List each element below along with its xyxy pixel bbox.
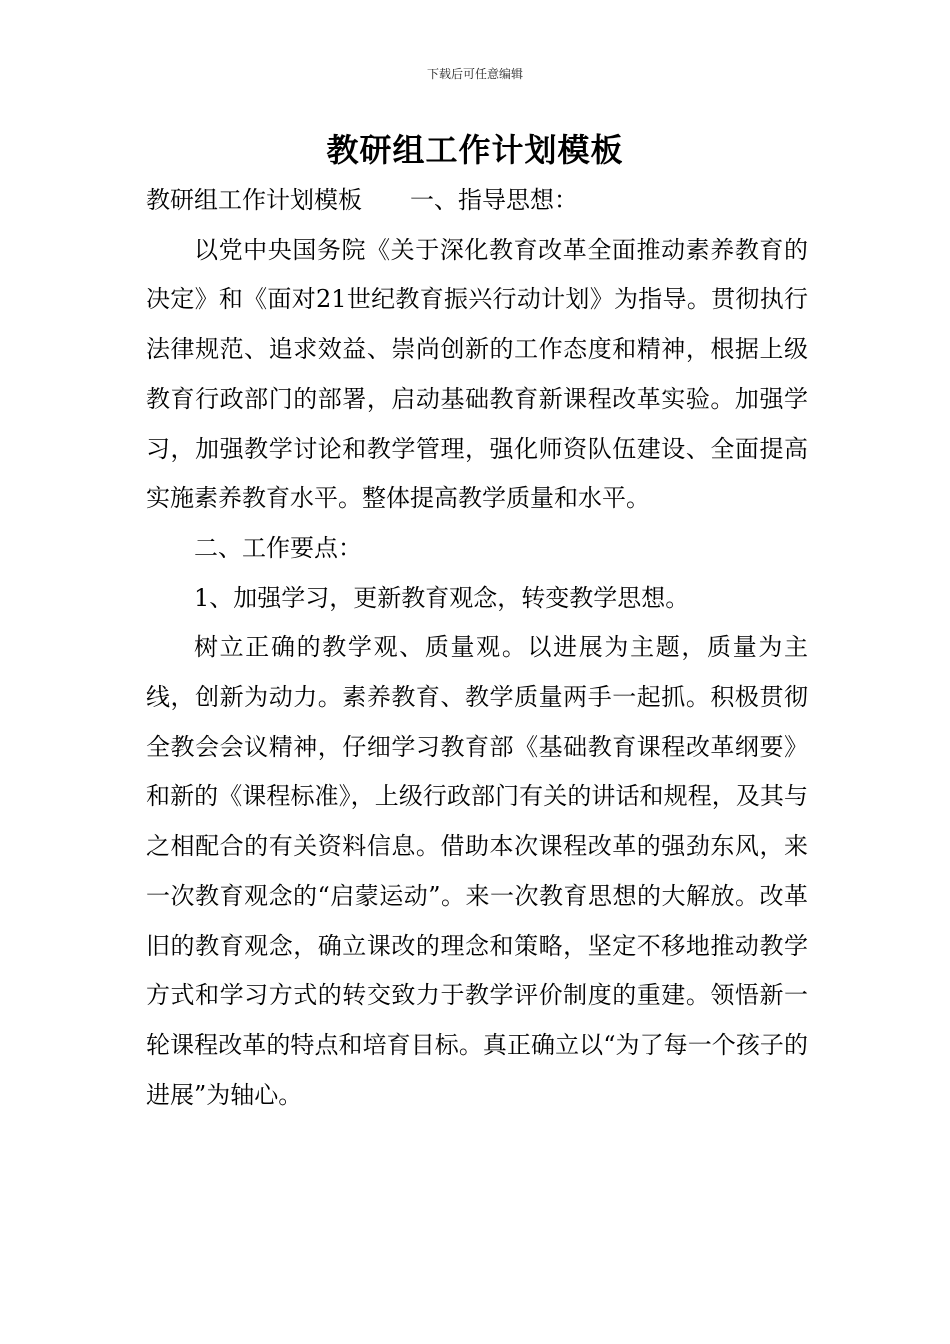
subheading-strengthen-learning: 1、加强学习，更新教育观念，转变教学思想。 [194, 583, 690, 612]
document-body [146, 176, 808, 1120]
section-heading-work-points: 二、工作要点： [194, 533, 362, 562]
paragraph-teaching-view: 树立正确的教学观、质量观。以进展为主题，质量为主线，创新为动力。素养教育、教学质量两手一起抓。积极贯彻全教会会议精神，仔细学习教育部《基础教育课程改革纲要》和新的《课程标准》，上级行政部门有关的讲话和规程，及其与之相配合的有关资料信息。借助本次课程改革的强劲东风，来一次教育观念的“启蒙运动”。来一次教育思想的大解放。改革旧的教育观念，确立课改的理念和策略，坚定不移地推动教学方式和学习方式的转交致力于教学评价制度的重建。领悟新一轮课程改革的特点和培育目标。真正确立以“为了每一个孩子的进展”为轴心。 [146, 633, 808, 1109]
header-note: 下载后可任意编辑 [426, 67, 523, 81]
paragraph-guiding-thought: 以党中央国务院《关于深化教育改革全面推动素养教育的决定》和《面对21世纪教育振兴行动计划》为指导。贯彻执行法律规范、追求效益、崇尚创新的工作态度和精神，根据上级教育行政部门的部署，启动基础教育新课程改革实验。加强学习，加强教学讨论和教学管理，强化师资队伍建设、全面提高实施素养教育水平。整体提高教学质量和水平。 [146, 235, 808, 513]
intro-line: 教研组工作计划模板 一、指导思想： [146, 186, 578, 214]
document-title: 教研组工作计划模板 [326, 131, 624, 169]
